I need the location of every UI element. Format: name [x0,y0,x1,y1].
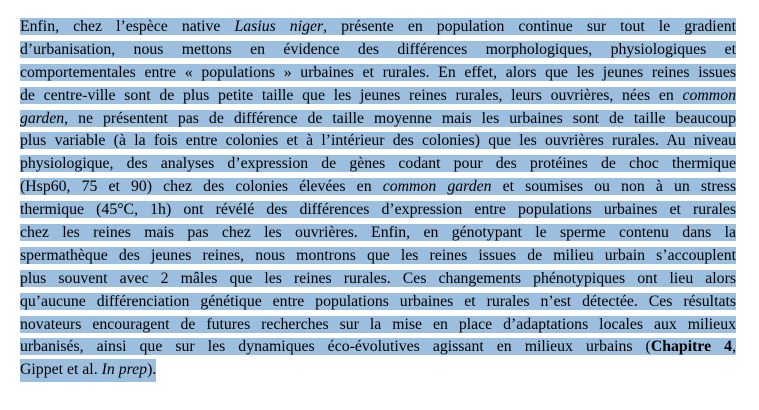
text-run: plus souvent avec 2 mâles que les reines rurales. Ces changements phénotypiques ont lieu alors [20,269,736,287]
text-line [20,108,736,131]
italic-text: garden [20,109,65,127]
text-line [20,176,736,199]
text-line [20,291,736,314]
text-line [20,359,736,382]
text-run: ). [147,361,157,379]
text-run: d’urbanisation, nous mettons en évidence des différences morphologiques, physiologiques et [20,40,736,58]
text-line [20,222,736,245]
text-run: comportementales entre « populations » urbaines et rurales. En effet, alors que les jeunes reines issues [20,63,736,81]
selection-highlight [20,338,736,355]
selection-highlight [20,247,736,264]
selection-highlight [20,155,736,172]
selection-highlight [20,18,736,35]
text-line [20,336,736,359]
text-run: plus variable (à la fois entre colonies et à l’intérieur des colonies) que les ouvrières rurales. Au niveau [20,132,736,150]
selection-highlight [20,316,736,333]
text-line [20,199,736,222]
selection-highlight [20,132,736,149]
text-line [20,130,736,153]
text-run: chez les reines mais pas chez les ouvrières. Enfin, en génotypant le sperme contenu dans la [20,224,736,242]
italic-text: In prep [101,361,148,379]
text-run: thermique (45°C, 1h) ont révélé des différences d’expression entre populations urbaines et rurales [20,201,736,219]
text-line [20,39,736,62]
text-line [20,245,736,268]
text-run: de centre-ville sont de plus petite taille que les jeunes reines rurales, leurs ouvrières, nées en [20,86,683,104]
text-run: , présente en population continue sur tout le gradient [323,18,736,35]
text-run: et soumises ou non à un stress [491,178,736,196]
text-run: Gippet et al. [20,361,102,379]
italic-text: common [682,86,736,104]
selection-highlight [20,110,736,127]
text-run: novateurs encouragent de futures recherches sur la mise en place d’adaptations locales aux milieux [20,315,736,333]
selection-highlight [20,224,736,241]
text-line [20,16,736,39]
text-run: urbanisés, ainsi que sur les dynamiques éco-évolutives agissant en milieux urbains ( [20,338,651,356]
selection-highlight [20,64,736,81]
selection-highlight [20,359,156,382]
text-run: Enfin, chez l’espèce native [20,18,235,35]
selection-highlight [20,270,736,287]
selection-highlight [20,293,736,310]
text-line [20,62,736,85]
text-line [20,314,736,337]
bold-text: Chapitre 4 [650,338,733,356]
text-run: qu’aucune différenciation génétique entre populations urbaines et rurales n’est détectée. Ces résultats [20,292,736,310]
italic-text: common garden [382,178,492,196]
text-line [20,268,736,291]
text-run: , [732,338,736,356]
selection-highlight [20,201,736,218]
italic-text: Lasius niger [234,18,324,35]
selection-highlight [20,178,736,195]
text-run: (Hsp60, 75 et 90) chez des colonies élevées en [20,178,383,196]
text-run: spermathèque des jeunes reines, nous montrons que les reines issues de milieu urbain s’accouplent [20,246,736,264]
selection-highlight [20,87,736,104]
text-line [20,85,736,108]
document-paragraph[interactable] [20,16,736,382]
selection-highlight [20,41,736,58]
text-line [20,153,736,176]
text-run: physiologique, des analyses d’expression de gènes codant pour des protéines de choc thermique [20,155,736,173]
text-run: , ne présentent pas de différence de taille moyenne mais les urbaines sont de taille beaucoup [64,109,736,127]
